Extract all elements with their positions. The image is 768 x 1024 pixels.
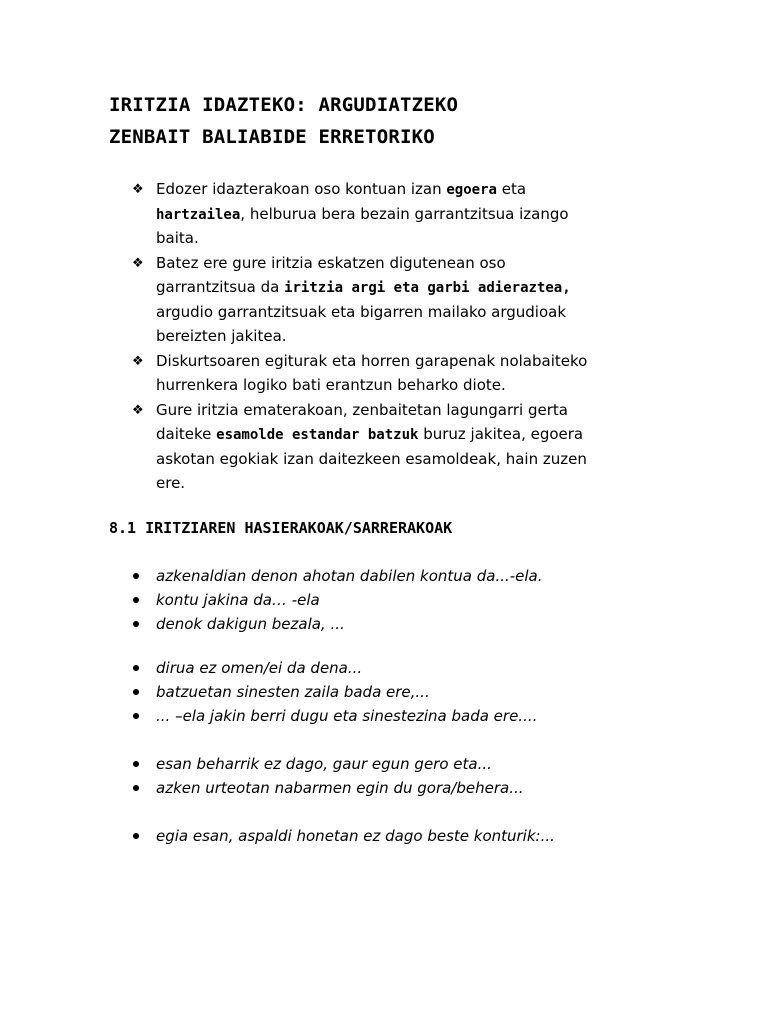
list-item [132, 399, 652, 497]
phrase-item [131, 680, 691, 704]
bold-term: iritzia argi eta garbi adieraztea, [284, 280, 571, 296]
text-line [156, 276, 652, 301]
text-run: garrantzitsua da [156, 278, 285, 296]
text-run: askotan egokiak izan daitezkeen esamoldeak, hain zuzen [156, 449, 587, 468]
bullet-dot-icon [133, 621, 139, 627]
phrase-item [131, 824, 691, 848]
text-run: daiteke [156, 425, 217, 443]
bullet-dot-icon [133, 833, 139, 839]
page-title [109, 89, 709, 153]
phrase-text: denok dakigun bezala, ... [156, 615, 345, 633]
text-run: hurrenkera logiko bati erantzun beharko diote. [156, 376, 506, 394]
text-run: Batez ere gure iritzia eskatzen digutenean oso [156, 253, 506, 272]
text-line [156, 178, 652, 203]
diamond-bullet-icon: ❖ [132, 402, 144, 418]
diamond-bullet-icon: ❖ [132, 182, 144, 197]
text-line [156, 423, 652, 448]
phrase-item [131, 612, 691, 636]
list-item [132, 178, 652, 252]
text-line [156, 325, 652, 350]
text-line [156, 448, 652, 473]
list-item [132, 252, 652, 350]
text-line [156, 252, 652, 277]
phrase-text: ... –ela jakin berri dugu eta sinestezina bada ere.... [156, 707, 538, 725]
bold-term: esamolde estandar batzuk [216, 427, 419, 443]
text-line [156, 301, 652, 326]
text-run: ere. [156, 474, 186, 492]
phrase-item [131, 588, 691, 612]
phrase-item [131, 704, 691, 728]
phrase-text: dirua ez omen/ei da dena... [156, 659, 363, 677]
text-run: Diskurtsoaren egiturak eta horren garapenak nolabaiteko [156, 351, 588, 370]
phrase-item [131, 776, 691, 800]
phrase-group [131, 656, 691, 728]
bold-term: egoera [446, 182, 497, 198]
text-line [156, 350, 652, 375]
phrase-group [131, 564, 691, 636]
bullet-dot-icon [133, 785, 139, 791]
phrase-item [131, 752, 691, 776]
section-heading: 8.1 IRITZIAREN HASIERAKOAK/SARRERAKOAK [109, 519, 453, 537]
bullet-dot-icon [133, 761, 139, 767]
phrase-group [131, 752, 691, 800]
text-run: eta [496, 180, 527, 198]
title-line: IRITZIA IDAZTEKO: ARGUDIATZEKO [109, 94, 459, 116]
bullet-dot-icon [133, 665, 139, 671]
title-line: ZENBAIT BALIABIDE ERRETORIKO [109, 126, 435, 148]
phrase-text: egia esan, aspaldi honetan ez dago beste konturik:... [156, 827, 555, 845]
text-line [156, 399, 652, 424]
text-run: Edozer idazterakoan oso kontuan izan [156, 180, 447, 198]
text-run: argudio garrantzitsuak eta bigarren mailako argudioak [156, 302, 567, 321]
phrase-item [131, 656, 691, 680]
intro-list [132, 178, 652, 497]
phrase-text: batzuetan sinesten zaila bada ere,... [156, 683, 430, 701]
text-run: bereizten jakitea. [156, 327, 287, 345]
text-run: , helburua bera bezain garrantzitsua izango [240, 204, 569, 223]
bold-term: hartzailea [156, 206, 241, 223]
diamond-bullet-icon: ❖ [132, 255, 144, 271]
text-line [156, 374, 652, 399]
diamond-bullet-icon: ❖ [132, 353, 144, 369]
bullet-dot-icon [133, 597, 139, 603]
phrase-text: azkenaldian denon ahotan dabilen kontua da...-ela. [156, 567, 543, 585]
phrase-group [131, 824, 691, 848]
bullet-dot-icon [133, 689, 139, 695]
list-item [132, 350, 652, 399]
text-run: buruz jakitea, egoera [418, 425, 584, 443]
text-run: baita. [156, 229, 199, 247]
bullet-dot-icon [133, 573, 139, 579]
text-run: Gure iritzia ematerakoan, zenbaitetan lagungarri gerta [156, 400, 568, 419]
phrase-text: azken urteotan nabarmen egin du gora/behera... [156, 779, 524, 797]
phrase-item [131, 564, 691, 588]
bullet-dot-icon [133, 713, 139, 719]
text-line [156, 227, 652, 252]
phrase-text: kontu jakina da… -ela [156, 591, 320, 609]
text-line [156, 203, 652, 228]
text-line [156, 472, 652, 497]
phrase-text: esan beharrik ez dago, gaur egun gero eta... [156, 755, 492, 773]
